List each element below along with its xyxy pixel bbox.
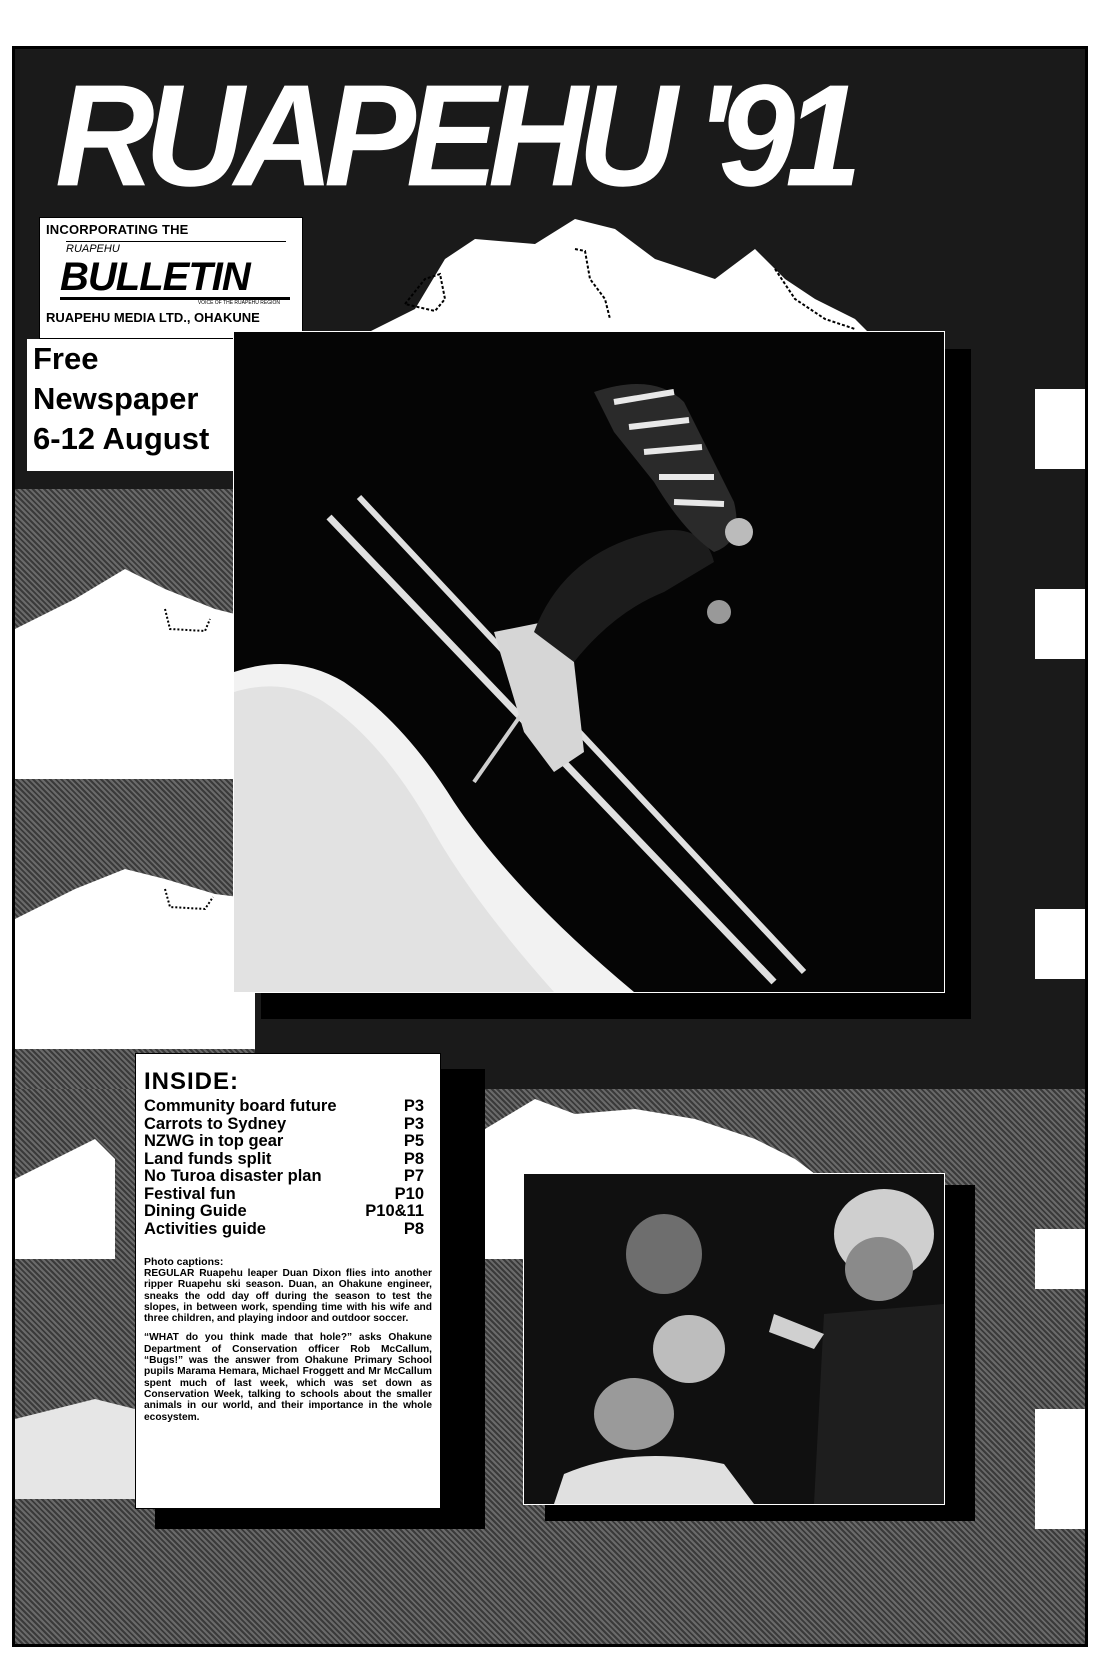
toc-item[interactable]	[144, 1116, 432, 1134]
caption-conservation: “WHAT do you think made that hole?” asks Ohakune Department of Conservation officer Rob McCallum, “Bugs!” was the answer from Ohakune Primary School pupils Marama Hemara, Michael Froggett and Mr McCallum spent much of last week, which was set down as Conservation Week, talking to schools about the smaller animals in our world, and their importance in the whole ecosystem.	[144, 1332, 432, 1423]
toc-item[interactable]	[144, 1133, 432, 1151]
toc-page: P8	[403, 1149, 424, 1168]
incorporating-label: INCORPORATING THE	[46, 222, 189, 237]
toc-label: Dining Guide	[144, 1202, 247, 1220]
edition-newspaper: Newspaper	[33, 381, 199, 416]
toc-label: Land funds split	[144, 1149, 272, 1168]
snow-slope	[15, 549, 255, 789]
captions-heading: Photo captions:	[144, 1256, 224, 1268]
white-strip	[1035, 1229, 1085, 1289]
front-page	[12, 46, 1088, 1647]
toc-page: P5	[403, 1132, 424, 1150]
edition-box	[27, 339, 245, 471]
toc-item[interactable]	[144, 1151, 432, 1169]
toc-label: Carrots to Sydney	[144, 1114, 287, 1133]
toc-label: No Turoa disaster plan	[144, 1167, 322, 1185]
inside-heading: INSIDE:	[144, 1068, 240, 1095]
white-strip	[1035, 909, 1085, 979]
toc-item[interactable]	[144, 1203, 432, 1221]
toc-label: Activities guide	[144, 1219, 266, 1238]
toc-item[interactable]	[144, 1098, 432, 1116]
children-illustration	[524, 1174, 944, 1504]
toc-page: P10	[394, 1184, 424, 1203]
caption-skier: REGULAR Ruapehu leaper Duan Dixon flies into another ripper Ruapehu ski season. Duan, an Ohakune engineer, sneaks the odd day off during the season to test the slopes, in between work, spending time with his wife and three children, and playing indoor and outdoor soccer.	[144, 1268, 432, 1325]
edition-free: Free	[33, 341, 99, 376]
toc-item[interactable]	[144, 1168, 432, 1186]
skier-illustration	[234, 332, 944, 992]
bulletin-ruapehu-label: RUAPEHU	[66, 241, 286, 255]
white-strip	[1035, 589, 1085, 659]
toc-page: P7	[403, 1167, 424, 1185]
toc-item[interactable]	[144, 1186, 432, 1204]
toc-label: Community board future	[144, 1097, 337, 1115]
white-strip	[1035, 1409, 1085, 1529]
conservation-photo	[523, 1173, 945, 1505]
bulletin-logo: BULLETIN	[60, 257, 290, 300]
bulletin-tagline: VOICE OF THE RUAPEHU REGION	[197, 300, 280, 306]
toc-label: Festival fun	[144, 1184, 236, 1203]
masthead-title: RUAPEHU '91	[55, 55, 853, 217]
toc-page: P8	[403, 1219, 424, 1238]
skier-photo	[233, 331, 945, 993]
toc-item[interactable]	[144, 1221, 432, 1239]
toc-page: P3	[403, 1114, 424, 1133]
bulletin-logo-box	[39, 217, 303, 339]
edition-dates: 6-12 August	[33, 421, 210, 456]
snow-slope	[15, 1379, 135, 1499]
toc-page: P10&11	[365, 1202, 424, 1220]
white-strip	[1035, 389, 1085, 469]
publisher-label: RUAPEHU MEDIA LTD., OHAKUNE	[46, 310, 260, 325]
inside-contents-box	[135, 1053, 441, 1509]
toc-label: NZWG in top gear	[144, 1132, 284, 1150]
snow-slope	[15, 829, 255, 1049]
toc-page: P3	[403, 1097, 424, 1115]
